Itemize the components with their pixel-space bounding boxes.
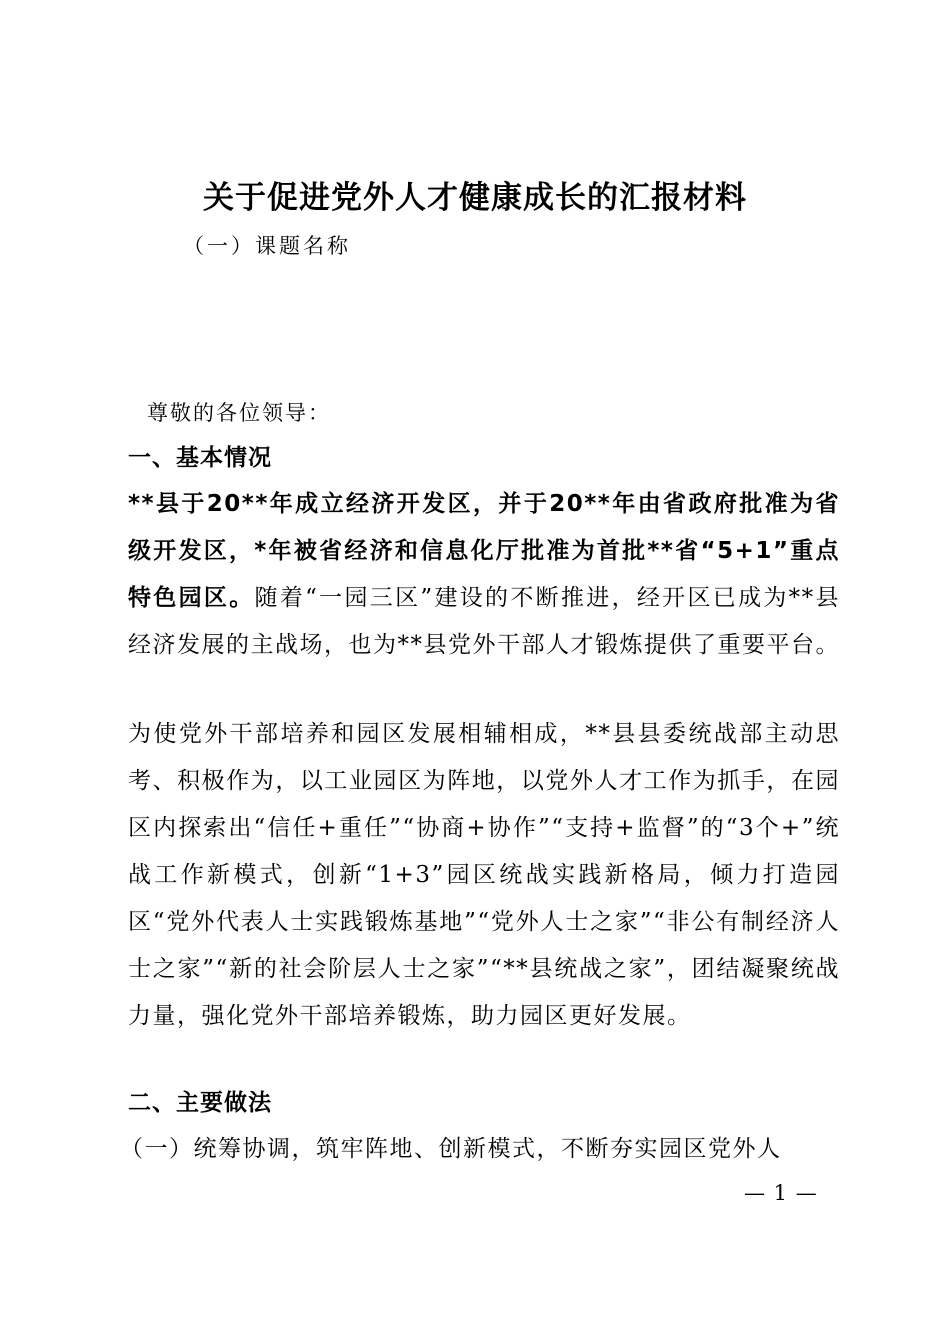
section-heading-basic-situation: 一、基本情况 <box>128 445 272 471</box>
paragraph-main-practices-1: （一）统筹协调，筑牢阵地、创新模式，不断夯实园区党外人 <box>120 1136 782 1162</box>
paragraph-lead-bold: **县于20**年成立经济开发区，并于20**年由省政府批准为省级开发区，*年被省经济和信息化厅批准为首批**省“5+1”重点特色园区。 <box>128 491 840 611</box>
paragraph-basic-situation-2: 为使党外干部培养和园区发展相辅相成，**县县委统战部主动思考、积极作为，以工业园区为阵地，以党外人才工作为抓手，在园区内探索出“信任+重任”“协商+协作”“支持+监督”的“3个+”统战工作新模式，创新“1+3”园区统战实践新格局，倾力打造园区“党外代表人士实践锻炼基地”“党外人士之家”“非公有制经济人士之家”“新的社会阶层人士之家”“**县统战之家”，团结凝聚统战力量，强化党外干部培养锻炼，助力园区更好发展。 <box>128 721 840 1029</box>
paragraph-basic-situation-1 <box>128 481 840 669</box>
document-title: 关于促进党外人才健康成长的汇报材料 <box>203 180 747 216</box>
paragraph-continuation: 随着“一园三区”建设的不断推进，经开区已成为**县经济发展的主战场，也为**县党外干部人才锻炼提供了重要平台。 <box>128 585 840 658</box>
document-subtitle: （一）课题名称 <box>183 234 351 258</box>
section-heading-main-practices: 二、主要做法 <box>128 1090 272 1116</box>
page-number: — 1 — <box>744 1181 818 1205</box>
salutation: 尊敬的各位领导： <box>147 401 331 425</box>
